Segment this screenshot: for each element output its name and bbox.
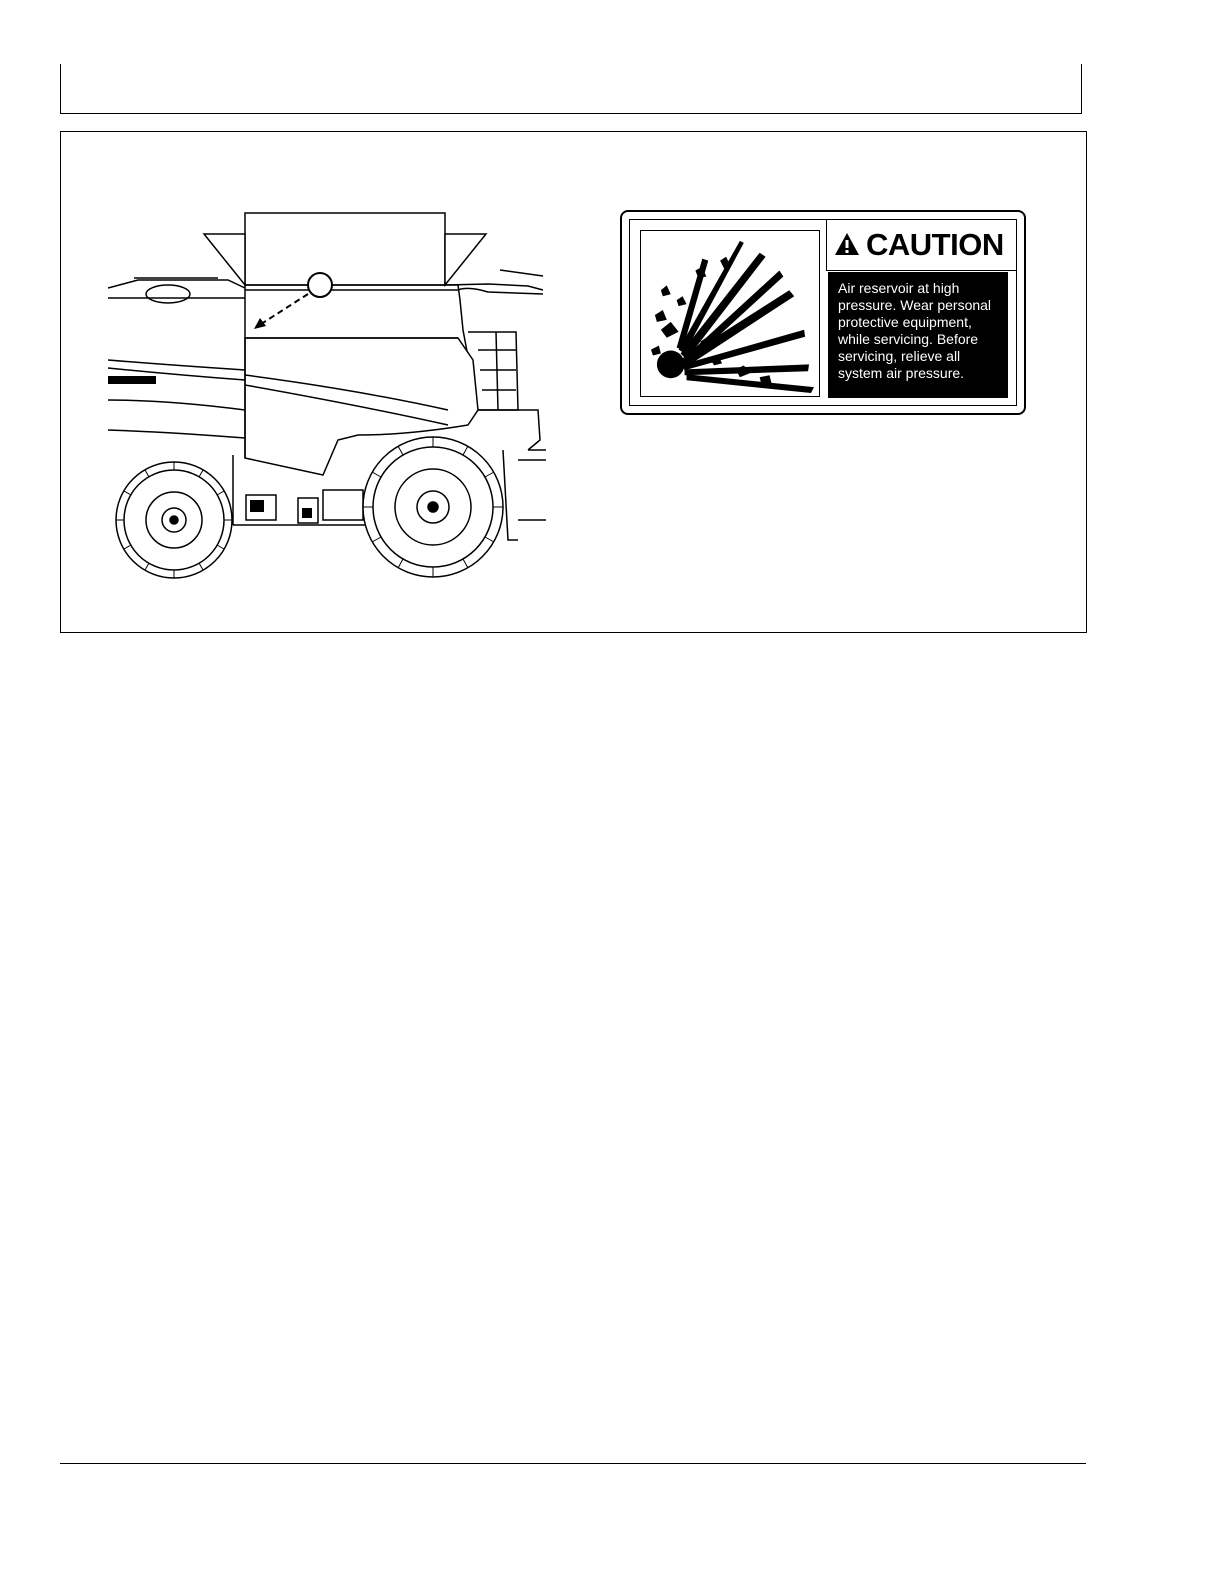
safety-message: Air reservoir at high pressure. Wear personal protective equipment, while servicing. Before servicing, relieve all system air pressure. (828, 272, 1008, 398)
top-frame (60, 64, 1082, 114)
warning-triangle-icon (834, 232, 860, 256)
signal-word: CAUTION (866, 226, 1004, 262)
decal-border (629, 219, 1017, 406)
decal-divider-horizontal (826, 270, 1016, 271)
callout-circle-icon (308, 273, 332, 297)
combine-illustration (108, 210, 546, 580)
decal-divider-vertical (826, 220, 827, 271)
explosion-icon (640, 230, 820, 397)
signal-word-header (834, 224, 1004, 264)
safety-decal (620, 210, 1026, 415)
footer-rule (60, 1463, 1086, 1464)
